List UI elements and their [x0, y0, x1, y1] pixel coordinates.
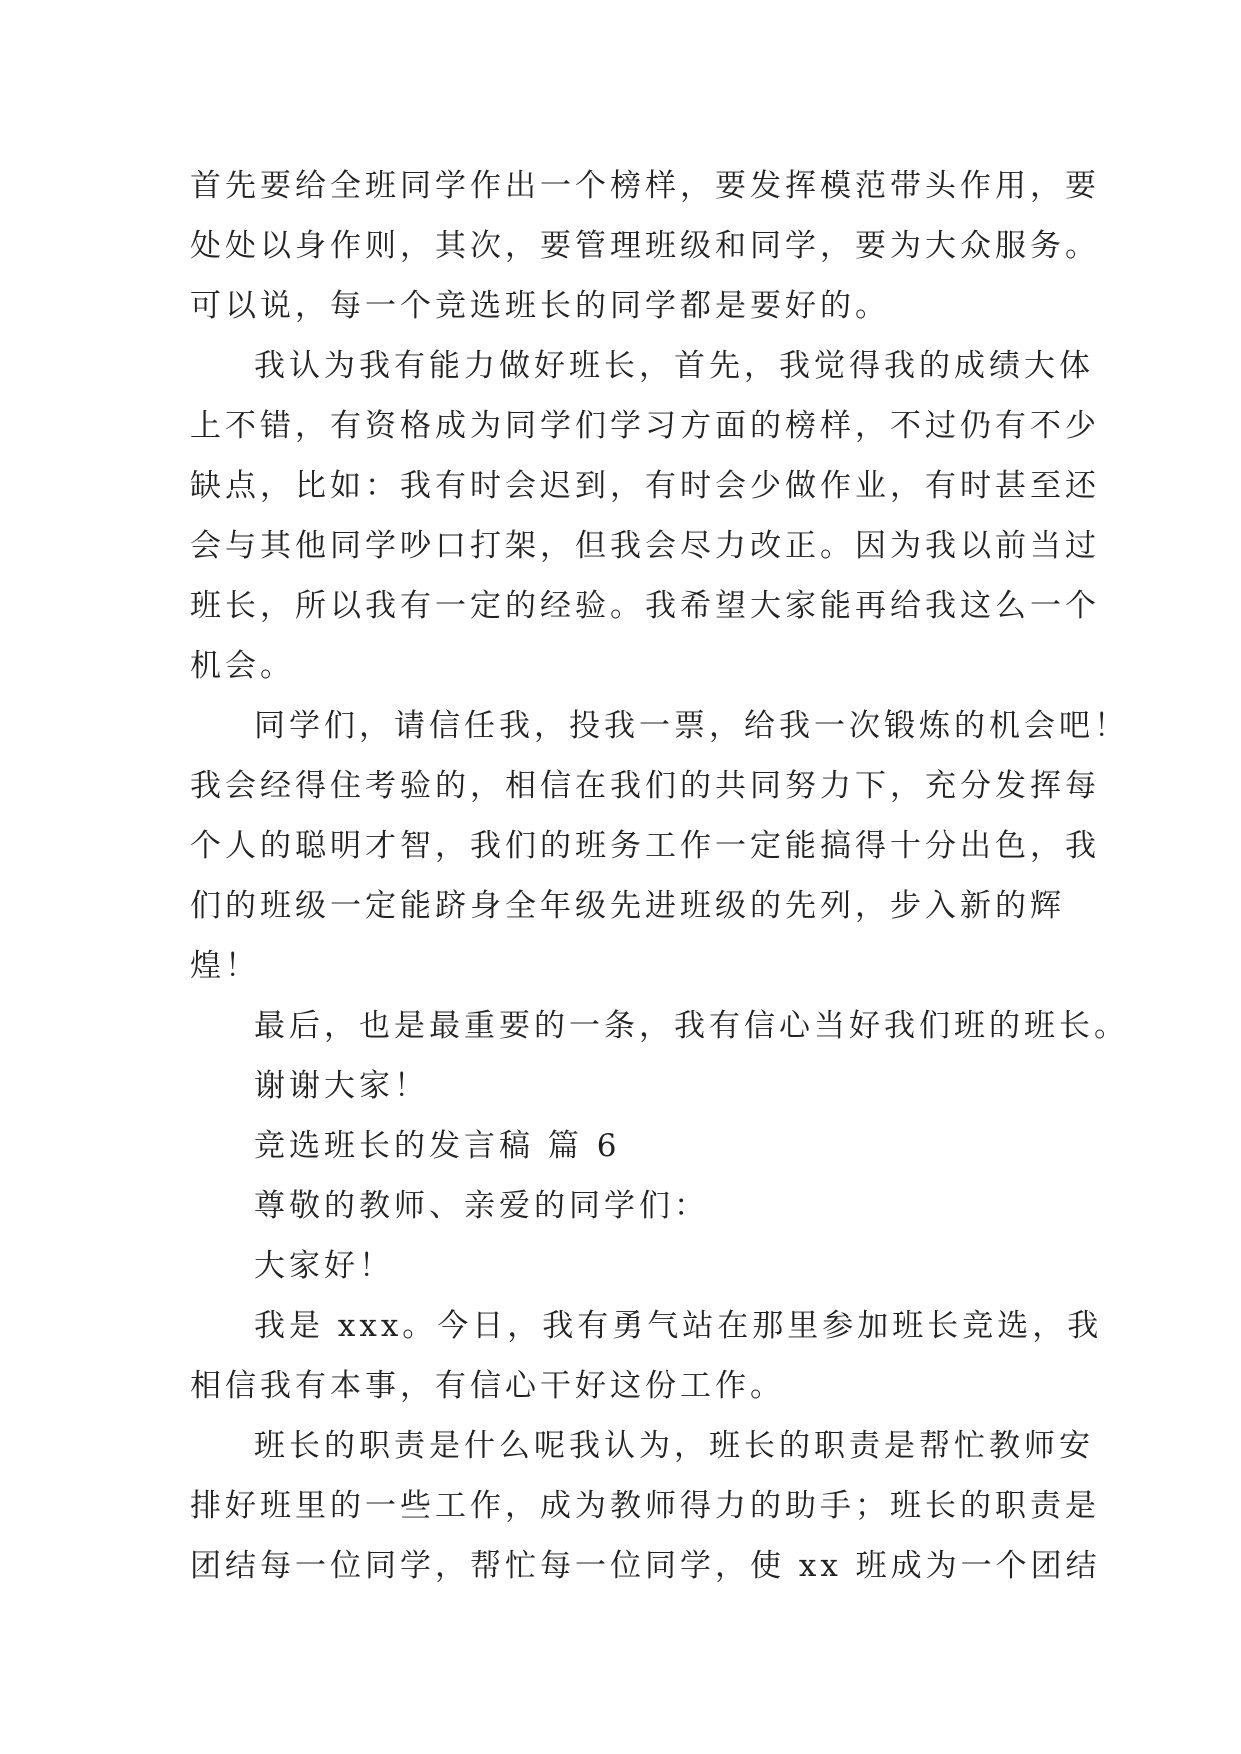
text-line-23: 排好班里的一些工作，成为教师得力的助手；班长的职责是: [190, 1488, 1100, 1524]
text-line-7: 会与其他同学吵口打架，但我会尽力改正。因为我以前当过: [190, 528, 1100, 564]
text-line-22: 班长的职责是什么呢我认为，班长的职责是帮忙教师安: [254, 1428, 1094, 1464]
text-line-20: 我是 xxx。今日，我有勇气站在那里参加班长竞选，我: [254, 1308, 1103, 1344]
text-line-21: 相信我有本事，有信心干好这份工作。: [190, 1368, 785, 1404]
text-line-5: 上不错，有资格成为同学们学习方面的榜样，不过仍有不少: [190, 408, 1100, 444]
text-line-6: 缺点，比如：我有时会迟到，有时会少做作业，有时甚至还: [190, 468, 1100, 504]
text-line-18: 尊敬的教师、亲爱的同学们：: [254, 1188, 709, 1224]
text-line-9: 机会。: [190, 648, 295, 684]
text-line-2: 处处以身作则，其次，要管理班级和同学，要为大众服务。: [190, 228, 1100, 264]
text-line-14: 煌！: [190, 948, 260, 984]
text-line-24: 团结每一位同学，帮忙每一位同学，使 xx 班成为一个团结: [190, 1548, 1101, 1584]
text-line-1: 首先要给全班同学作出一个榜样，要发挥模范带头作用，要: [190, 168, 1100, 204]
section-heading: 竞选班长的发言稿 篇 6: [254, 1128, 621, 1164]
text-line-15: 最后，也是最重要的一条，我有信心当好我们班的班长。: [254, 1008, 1129, 1044]
text-line-19: 大家好！: [254, 1248, 394, 1284]
text-line-8: 班长，所以我有一定的经验。我希望大家能再给我这么一个: [190, 588, 1100, 624]
text-line-3: 可以说，每一个竞选班长的同学都是要好的。: [190, 288, 890, 324]
text-line-13: 们的班级一定能跻身全年级先进班级的先列，步入新的辉: [190, 888, 1065, 924]
text-line-11: 我会经得住考验的，相信在我们的共同努力下，充分发挥每: [190, 768, 1100, 804]
body-text: [190, 156, 1129, 1596]
text-line-10: 同学们，请信任我，投我一票，给我一次锻炼的机会吧！: [254, 708, 1129, 744]
text-line-4: 我认为我有能力做好班长，首先，我觉得我的成绩大体: [254, 348, 1094, 384]
text-line-12: 个人的聪明才智，我们的班务工作一定能搞得十分出色，我: [190, 828, 1100, 864]
text-line-16: 谢谢大家！: [254, 1068, 429, 1104]
